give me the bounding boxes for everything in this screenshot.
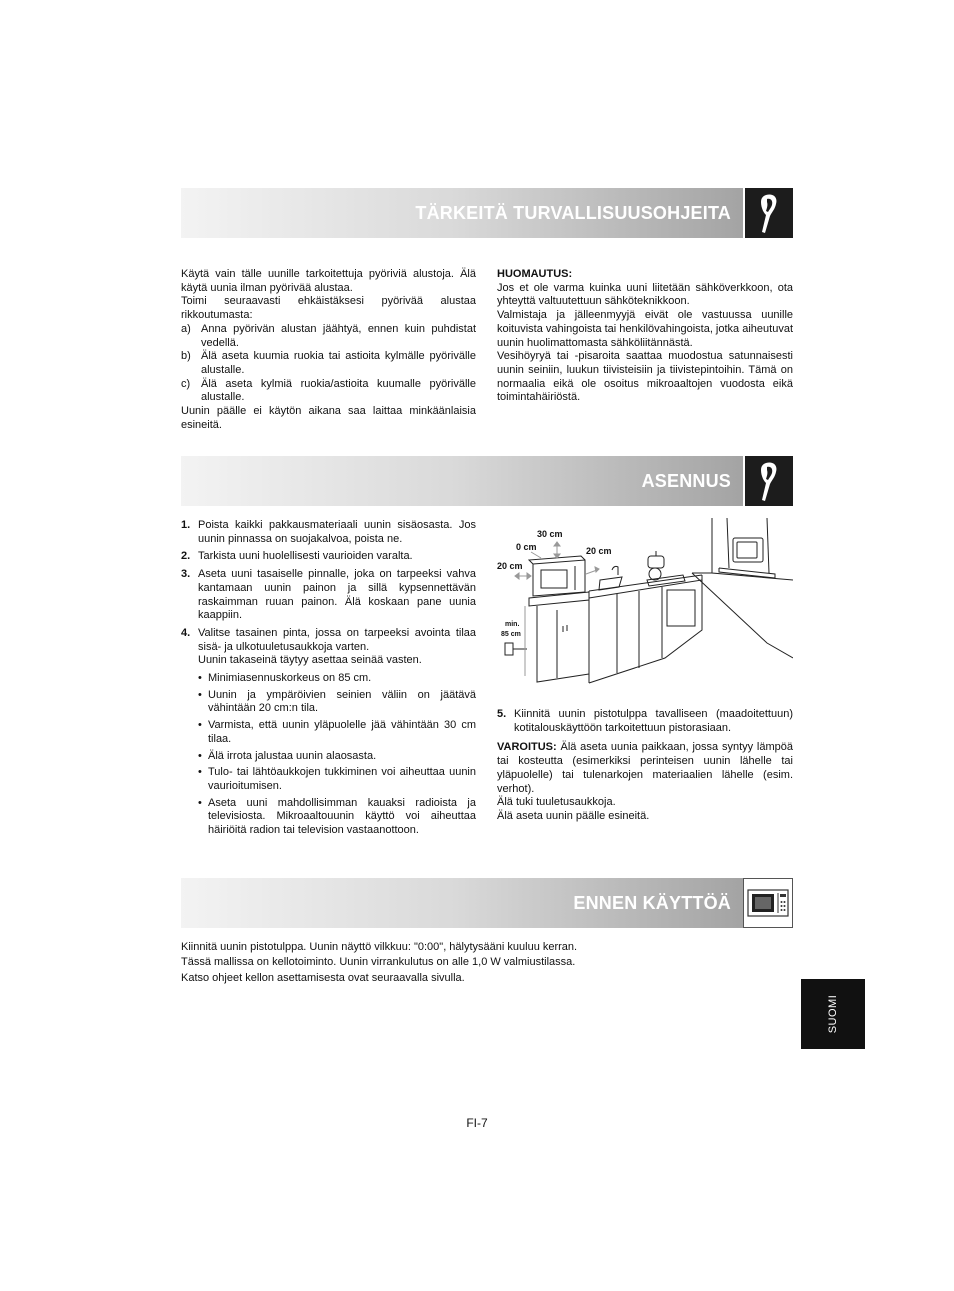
hand-pointer-icon bbox=[743, 456, 793, 506]
min-height-label-2: 85 cm bbox=[501, 631, 521, 638]
clearance-left-label: 20 cm bbox=[497, 561, 523, 571]
before-use-text bbox=[181, 940, 801, 986]
safety-item-b bbox=[181, 350, 476, 377]
safety-item-c bbox=[181, 378, 476, 405]
language-tab-label: SUOMI bbox=[827, 994, 839, 1034]
safety-item-key: c) bbox=[181, 377, 191, 390]
step-text: Aseta uuni tasaiselle pinnalle, joka on tarpeeksi vahva kantamaan uunin painon ja sillä kypsennettävän raskaimman ruuan painon. Älä koskaan pane uunia kaappiin. bbox=[198, 568, 476, 622]
min-height-label-1: min. bbox=[505, 621, 520, 628]
install-step-2 bbox=[181, 550, 476, 564]
kitchen-installation-illustration bbox=[497, 518, 793, 686]
note-paragraph-1: Jos et ole varma kuinka uuni liitetään sähköverkkoon, ota yhteyttä valtuutettuun sähköteknikkoon. bbox=[497, 281, 793, 308]
list-item: • Aseta uuni mahdollisimman kauaksi radioista ja televisiosta. Mikroaaltouunin käyttö voi aiheuttaa häiriöitä radion tai television vastaanottoon. bbox=[198, 796, 476, 837]
install-title: ASENNUS bbox=[641, 471, 731, 491]
safety-note-column bbox=[497, 268, 793, 405]
safety-item-text: Älä aseta kuumia ruokia tai astioita kylmälle pyörivälle alustalle. bbox=[201, 350, 476, 376]
hand-pointer-icon bbox=[743, 188, 793, 238]
install-banner bbox=[181, 456, 793, 506]
safety-item-key: a) bbox=[181, 322, 191, 335]
warning-line-3: Älä aseta uunin päälle esineitä. bbox=[497, 809, 650, 822]
safety-title: TÄRKEITÄ TURVALLISUUSOHJEITA bbox=[415, 203, 731, 223]
step-subtext: Uunin takaseinä täytyy asettaa seinää vasten. bbox=[198, 654, 422, 667]
step-number: 3. bbox=[181, 568, 191, 581]
step-text: Tarkista uuni huolellisesti vaurioiden varalta. bbox=[198, 550, 413, 563]
note-paragraph-3: Vesihöyryä tai -pisaroita saattaa muodostua satunnaisesti uunin seiniin, luukun tiivisteisiin ja tiivistepintoihin. Tämä on normaalia eikä ole osoitus mikroaaltojen vuodosta eikä toimintahäiriöstä. bbox=[497, 350, 793, 404]
safety-item-text: Anna pyörivän alustan jäähtyä, ennen kuin puhdistat vedellä. bbox=[201, 322, 476, 349]
step-text: Poista kaikki pakkausmateriaali uunin sisäosasta. Jos uunin pinnassa on suojakalvoa, poista ne. bbox=[198, 519, 476, 545]
install-right-column bbox=[497, 708, 793, 824]
step-4-content bbox=[198, 627, 476, 668]
step-number: 5. bbox=[497, 708, 507, 720]
list-item: • Älä irrota jalustaa uunin alaosasta. bbox=[198, 750, 476, 764]
install-step-5 bbox=[497, 708, 793, 735]
list-item-text: Uunin ja ympäröivien seinien väliin on jäätävä vähintään 20 cm:n tila. bbox=[208, 688, 476, 715]
list-item: • Varmista, että uunin yläpuolelle jää vähintään 30 cm tilaa. bbox=[198, 719, 476, 745]
note-heading: HUOMAUTUS: bbox=[497, 268, 573, 280]
install-step-4 bbox=[181, 627, 476, 668]
step-text: Kiinnitä uunin pistotulppa tavalliseen (maadoitettuun) kotitalouskäyttöön tarkoitettuun pistorasiaan. bbox=[514, 708, 793, 734]
note-paragraph-2: Valmistaja ja jälleenmyyjä eivät ole vastuussa uunille koituvista vahingoista tai henkilövahingoista, jotka aiheutuvat uunin huolimattomasta sähköliitännästä. bbox=[497, 309, 793, 349]
before-use-line-2: Tässä mallissa on kellotoiminto. Uunin virrankulutus on alle 1,0 W valmiustilassa. bbox=[181, 956, 576, 969]
warning-paragraph bbox=[497, 741, 793, 796]
clearance-back-label: 0 cm bbox=[516, 542, 537, 552]
before-use-banner bbox=[181, 878, 793, 928]
safety-intro-1: Käytä vain tälle uunille tarkoitettuja pyöriviä alustoja. Älä käytä uunia ilman pyörivää alustaa. bbox=[181, 268, 476, 294]
list-item: • Uunin ja ympäröivien seinien väliin on jäätävä vähintään 20 cm:n tila. bbox=[198, 688, 476, 715]
warning-heading: VAROITUS: bbox=[497, 741, 557, 754]
list-item-text: Varmista, että uunin yläpuolelle jää vähintään 30 cm tilaa. bbox=[208, 719, 476, 745]
install-step-3 bbox=[181, 568, 476, 623]
step-number: 2. bbox=[181, 550, 191, 563]
language-tab bbox=[801, 979, 865, 1049]
warning-line-2: Älä tuki tuuletusaukkoja. bbox=[497, 796, 616, 809]
clearance-right-label: 20 cm bbox=[586, 546, 612, 556]
clearance-top-label: 30 cm bbox=[537, 529, 563, 539]
safety-intro-2: Toimi seuraavasti ehkäistäksesi pyörivää alustaa rikkoutumasta: bbox=[181, 295, 476, 322]
safety-banner bbox=[181, 188, 793, 238]
safety-item-a bbox=[181, 323, 476, 350]
safety-item-key: b) bbox=[181, 350, 191, 363]
install-step-1 bbox=[181, 519, 476, 546]
safety-outro: Uunin päälle ei käytön aikana saa laittaa minkäänlaisia esineitä. bbox=[181, 405, 476, 431]
step-number: 1. bbox=[181, 519, 191, 531]
safety-left-column bbox=[181, 268, 476, 432]
step-number: 4. bbox=[181, 626, 191, 639]
list-item-text: Aseta uuni mahdollisimman kauaksi radioista ja televisiosta. Mikroaaltouunin käyttö voi aiheuttaa häiriöitä radion tai television vastaanottoon. bbox=[208, 796, 476, 837]
list-item-text: Tulo- tai lähtöaukkojen tukkiminen voi aiheuttaa uunin vaurioitumisen. bbox=[208, 766, 476, 792]
install-steps-column bbox=[181, 519, 476, 841]
safety-item-text: Älä aseta kylmiä ruokia/astioita kuumalle pyörivälle alustalle. bbox=[201, 377, 476, 404]
install-requirements-list bbox=[198, 672, 476, 838]
before-use-line-1: Kiinnitä uunin pistotulppa. Uunin näyttö vilkkuu: "0:00", hälytysääni kuuluu kerran. bbox=[181, 941, 578, 953]
step-text: Valitse tasainen pinta, jossa on tarpeeksi avointa tilaa sisä- ja ulkotuuletusaukkoja varten. bbox=[198, 626, 476, 653]
before-use-line-3: Katso ohjeet kellon asettamisesta ovat seuraavalla sivulla. bbox=[181, 971, 465, 984]
microwave-icon bbox=[743, 878, 793, 928]
before-use-title: ENNEN KÄYTTÖÄ bbox=[573, 893, 731, 913]
page-number: FI-7 bbox=[466, 1116, 488, 1130]
warning-text: Älä aseta uunia paikkaan, jossa syntyy lämpöä tai kosteutta (esimerkiksi perinteisen uunin lähelle tai yläpuolelle) tai tulenarkojen materiaalien lähelle (esim. verhot). bbox=[497, 741, 793, 795]
list-item: • Tulo- tai lähtöaukkojen tukkiminen voi aiheuttaa uunin vaurioitumisen. bbox=[198, 766, 476, 792]
list-item-text: Älä irrota jalustaa uunin alaosasta. bbox=[208, 749, 377, 762]
list-item: • Minimiasennuskorkeus on 85 cm. bbox=[198, 672, 476, 686]
list-item-text: Minimiasennuskorkeus on 85 cm. bbox=[208, 672, 372, 685]
